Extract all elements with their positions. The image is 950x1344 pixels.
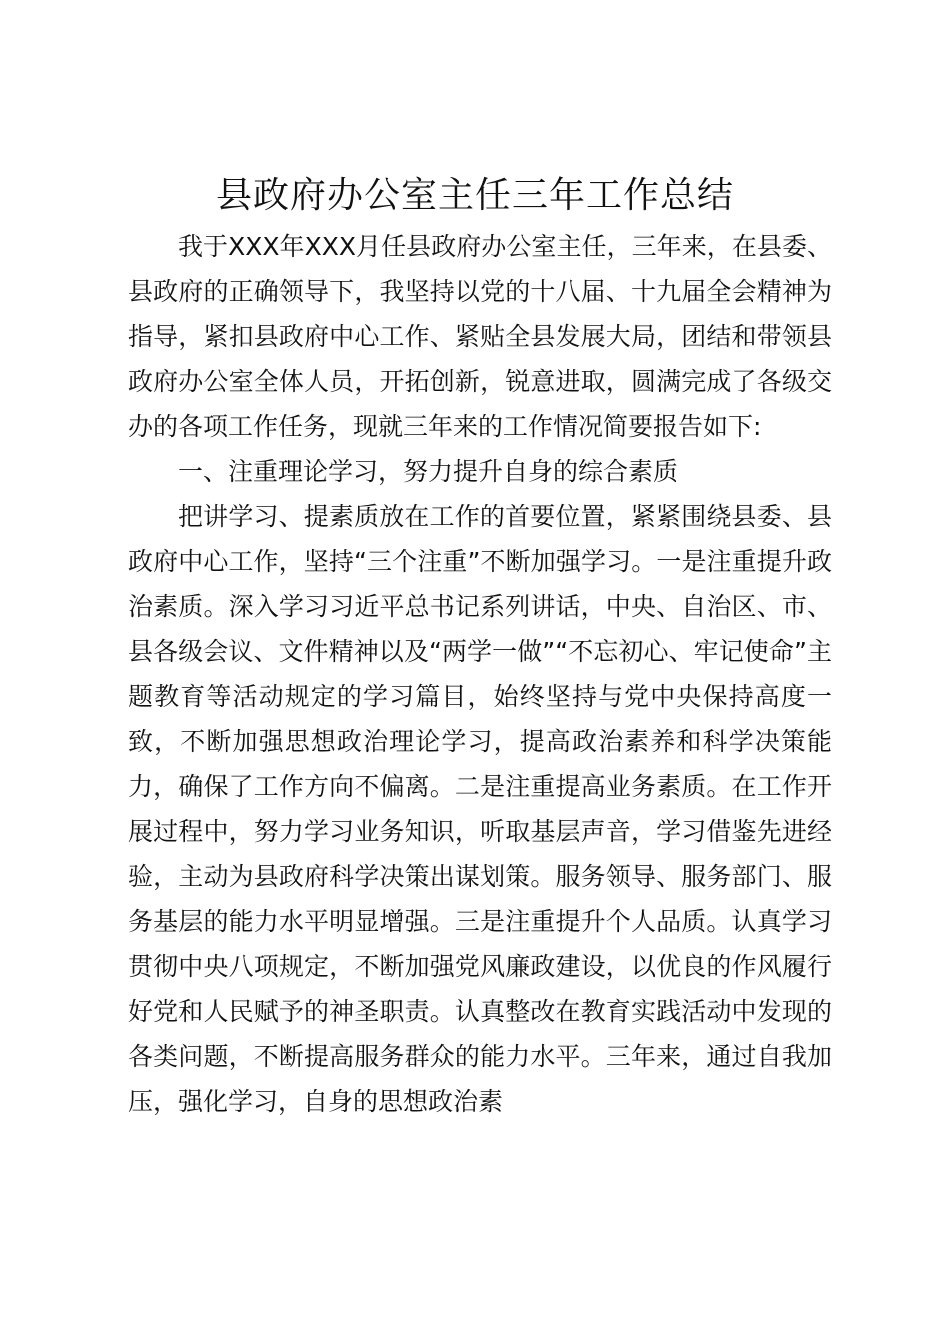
intro-paragraph: 我于XXX年XXX月任县政府办公室主任，三年来，在县委、县政府的正确领导下，我坚持以党的十八届、十九届全会精神为指导，紧扣县政府中心工作、紧贴全县发展大局，团结和带领县政府办公室全体人员，开拓创新，锐意进取，圆满完成了各级交办的各项工作任务，现就三年来的工作情况简要报告如下: — [128, 232, 832, 441]
section-heading: 一、注重理论学习，努力提升自身的综合素质 — [178, 457, 679, 486]
document-title: 县政府办公室主任三年工作总结 — [215, 175, 734, 216]
section-paragraph: 把讲学习、提素质放在工作的首要位置，紧紧围绕县委、县政府中心工作，坚持“三个注重”不断加强学习。一是注重提升政治素质。深入学习习近平总书记系列讲话，中央、自治区、市、县各级会议、文件精神以及“两学一做”“不忘初心、牢记使命”主题教育等活动规定的学习篇目，始终坚持与党中央保持高度一致，不断加强思想政治理论学习，提高政治素养和科学决策能力，确保了工作方向不偏离。二是注重提高业务素质。在工作开展过程中，努力学习业务知识，听取基层声音，学习借鉴先进经验，主动为县政府科学决策出谋划策。服务领导、服务部门、服务基层的能力水平明显增强。三是注重提升个人品质。认真学习贯彻中央八项规定，不断加强党风廉政建设，以优良的作风履行好党和人民赋予的神圣职责。认真整改在教育实践活动中发现的各类问题，不断提高服务群众的能力水平。三年来，通过自我加压，强化学习，自身的思想政治素 — [128, 502, 832, 1116]
document-body — [128, 224, 832, 1124]
